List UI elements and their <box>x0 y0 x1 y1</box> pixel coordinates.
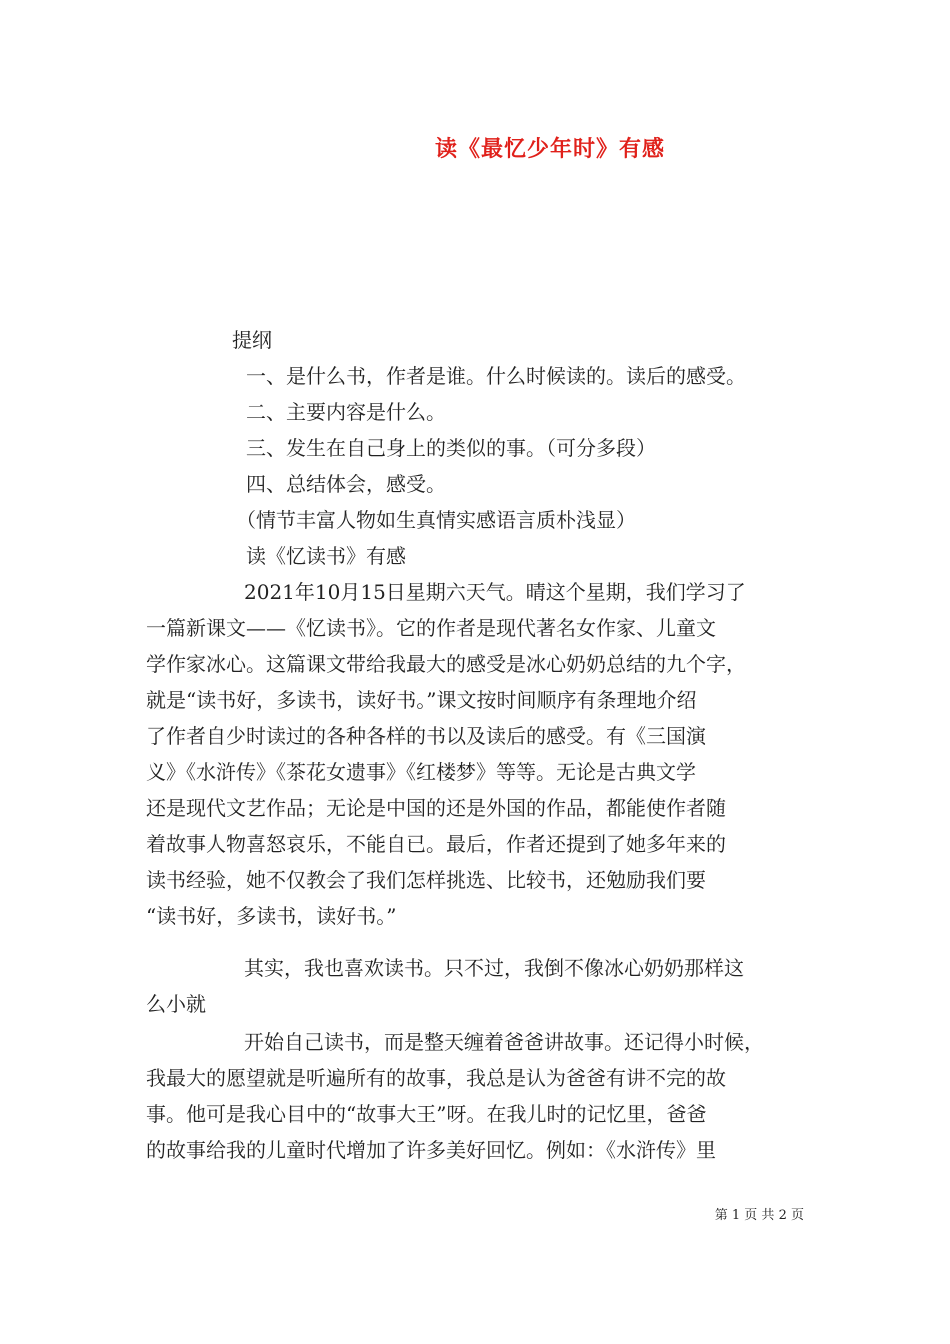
page-footer <box>0 1204 950 1223</box>
paragraph-line: 事。他可是我心目中的“故事大王”呀。在我儿时的记忆里，爸爸 <box>146 1102 707 1126</box>
outline-item: 一、是什么书，作者是谁。什么时候读的。读后的感受。 <box>246 364 746 388</box>
footer-page-number: 1 <box>731 1208 741 1223</box>
footer-page-total: 2 <box>778 1208 787 1223</box>
footer-middle: 页 共 <box>744 1208 775 1223</box>
footer-prefix: 第 <box>714 1208 728 1223</box>
paragraph-line: 了作者自少时读过的各种各样的书以及读后的感受。有《三国演 <box>146 724 706 748</box>
footer-suffix: 页 <box>790 1208 804 1223</box>
paragraph-line: 读书经验，她不仅教会了我们怎样挑选、比较书，还勉励我们要 <box>146 868 706 892</box>
paragraph-line: 还是现代文艺作品；无论是中国的还是外国的作品，都能使作者随 <box>146 796 726 820</box>
paragraph-line: 开始自己读书，而是整天缠着爸爸讲故事。还记得小时候， <box>244 1030 764 1054</box>
paragraph-line: 2021年10月15日星期六天气。晴这个星期，我们学习了 <box>244 580 746 604</box>
outline-item: 三、发生在自己身上的类似的事。（可分多段） <box>246 436 656 460</box>
paragraph-line: 就是“读书好，多读书，读好书。”课文按时间顺序有条理地介绍 <box>146 688 697 712</box>
outline-item: 四、总结体会，感受。 <box>246 472 446 496</box>
paragraph-line: 的故事给我的儿童时代增加了许多美好回忆。例如：《水浒传》里 <box>146 1138 716 1162</box>
document-title: 读《最忆少年时》有感 <box>434 137 665 162</box>
paragraph-line: 一篇新课文——《忆读书》。它的作者是现代著名女作家、儿童文 <box>146 616 716 640</box>
paragraph-line: 么小就 <box>146 992 206 1016</box>
essay-title: 读《忆读书》有感 <box>246 544 406 568</box>
paragraph-line: “读书好，多读书，读好书。” <box>146 904 397 928</box>
paragraph-line: 着故事人物喜怒哀乐，不能自已。最后，作者还提到了她多年来的 <box>146 832 726 856</box>
paragraph-line: 其实，我也喜欢读书。只不过，我倒不像冰心奶奶那样这 <box>244 956 744 980</box>
outline-heading: 提纲 <box>232 328 272 352</box>
paragraph-line: 义》《水浒传》《茶花女遗事》《红楼梦》等等。无论是古典文学 <box>146 760 696 784</box>
paragraph-line: 我最大的愿望就是听遍所有的故事，我总是认为爸爸有讲不完的故 <box>146 1066 726 1090</box>
paragraph-line: 学作家冰心。这篇课文带给我最大的感受是冰心奶奶总结的九个字， <box>146 652 746 676</box>
outline-item: 二、主要内容是什么。 <box>246 400 446 424</box>
outline-note: （情节丰富人物如生真情实感语言质朴浅显） <box>236 508 636 532</box>
